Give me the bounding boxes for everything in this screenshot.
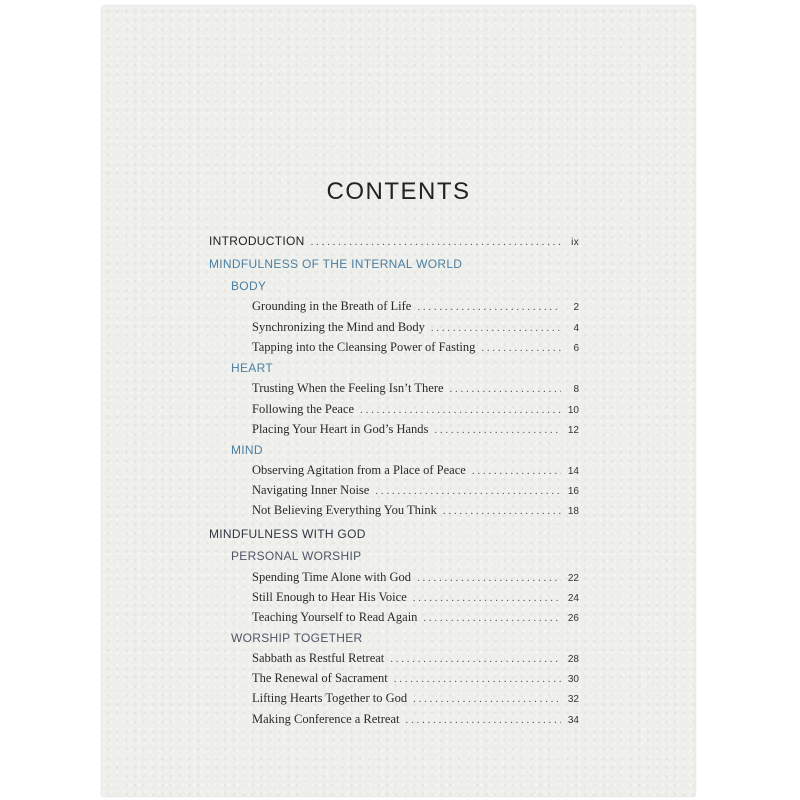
dot-leader <box>481 343 561 354</box>
toc-entry-label: Sabbath as Restful Retreat <box>252 651 385 665</box>
toc-page-number: 18 <box>567 506 579 517</box>
toc-entry[interactable] <box>252 691 579 706</box>
book-page <box>102 6 695 796</box>
toc-entry-label: Placing Your Heart in God’s Hands <box>252 422 429 436</box>
part-title[interactable]: MINDFULNESS WITH GOD <box>209 527 366 541</box>
toc-page-number: ix <box>571 237 579 248</box>
dot-leader <box>394 674 561 685</box>
toc-entry-label: Grounding in the Breath of Life <box>252 299 412 313</box>
toc-entry-label: Making Conference a Retreat <box>252 712 400 726</box>
toc-entry[interactable] <box>252 340 579 355</box>
dot-leader <box>417 573 561 584</box>
dot-leader <box>443 506 561 517</box>
toc-entry-introduction[interactable] <box>209 234 579 248</box>
toc-page-number: 26 <box>567 613 579 624</box>
toc-page-number: 34 <box>567 715 579 726</box>
dot-leader <box>472 466 561 477</box>
section-title[interactable]: WORSHIP TOGETHER <box>231 631 363 645</box>
toc-entry[interactable] <box>252 483 579 498</box>
dot-leader <box>413 593 561 604</box>
toc-entry[interactable] <box>252 570 579 585</box>
dot-leader <box>406 715 561 726</box>
toc-page-number: 10 <box>567 405 579 416</box>
toc-entry[interactable] <box>252 402 579 417</box>
toc-entry-label: Teaching Yourself to Read Again <box>252 610 418 624</box>
dot-leader <box>423 613 561 624</box>
toc-entry[interactable] <box>252 610 579 625</box>
toc-entry-label: Tapping into the Cleansing Power of Fasting <box>252 340 476 354</box>
toc-page-number: 24 <box>567 593 579 604</box>
part-title[interactable]: MINDFULNESS OF THE INTERNAL WORLD <box>209 257 463 271</box>
dot-leader <box>390 654 561 665</box>
toc-entry[interactable] <box>252 299 579 314</box>
toc-page-number: 32 <box>567 694 579 705</box>
toc-entry[interactable] <box>252 381 579 396</box>
dot-leader <box>360 405 561 416</box>
toc-entry-label: Spending Time Alone with God <box>252 570 412 584</box>
toc-entry[interactable] <box>252 712 579 727</box>
dot-leader <box>450 384 561 395</box>
toc-page-number: 22 <box>567 573 579 584</box>
toc-page-number: 12 <box>567 425 579 436</box>
toc-entry[interactable] <box>252 320 579 335</box>
section-title[interactable]: HEART <box>231 361 273 375</box>
toc-page-number: 14 <box>567 466 579 477</box>
toc-entry-label: Observing Agitation from a Place of Peace <box>252 463 466 477</box>
dot-leader <box>434 425 561 436</box>
toc-page-number: 16 <box>567 486 579 497</box>
toc-entry-label: INTRODUCTION <box>209 234 305 248</box>
toc-entry[interactable] <box>252 671 579 686</box>
toc-entry-label: Still Enough to Hear His Voice <box>252 590 407 604</box>
toc-page-number: 28 <box>567 654 579 665</box>
toc-entry-label: Lifting Hearts Together to God <box>252 691 408 705</box>
section-title[interactable]: PERSONAL WORSHIP <box>231 549 362 563</box>
toc-page-number: 30 <box>567 674 579 685</box>
toc-entry[interactable] <box>252 463 579 478</box>
section-title[interactable]: MIND <box>231 443 263 457</box>
toc-entry-label: Navigating Inner Noise <box>252 483 370 497</box>
toc-entry[interactable] <box>252 503 579 518</box>
toc-entry[interactable] <box>252 422 579 437</box>
toc-page-number: 2 <box>573 302 579 313</box>
toc-entry-label: The Renewal of Sacrament <box>252 671 388 685</box>
toc-page-number: 6 <box>573 343 579 354</box>
dot-leader <box>417 302 561 313</box>
toc-entry[interactable] <box>252 651 579 666</box>
toc-page-number: 4 <box>573 323 579 334</box>
dot-leader <box>431 323 561 334</box>
dot-leader <box>375 486 561 497</box>
toc-page-number: 8 <box>573 384 579 395</box>
toc-entry-label: Synchronizing the Mind and Body <box>252 320 425 334</box>
section-title[interactable]: BODY <box>231 279 267 293</box>
toc-entry-label: Following the Peace <box>252 402 355 416</box>
toc-entry-label: Trusting When the Feeling Isn’t There <box>252 381 444 395</box>
dot-leader <box>413 694 561 705</box>
toc-entry-label: Not Believing Everything You Think <box>252 503 437 517</box>
page-title: CONTENTS <box>326 178 471 205</box>
toc-entry[interactable] <box>252 590 579 605</box>
dot-leader <box>311 237 561 248</box>
